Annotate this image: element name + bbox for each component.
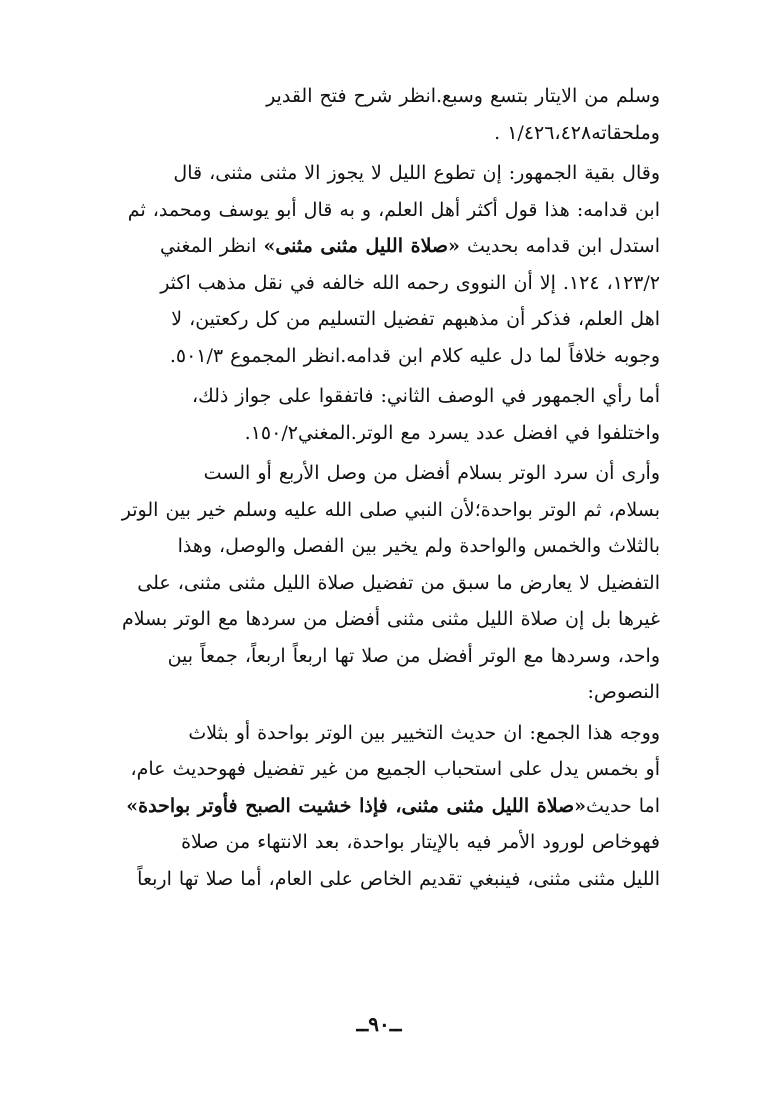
text-line: اهل العلم، فذكر أن مذهبهم تفضيل التسليم من كل ركعتين، لا <box>171 308 660 330</box>
text-line: غيرها بل إن صلاة الليل مثنى مثنى أفضل من سردها مع الوتر بسلام <box>121 608 660 630</box>
line-text-before: اما حديث <box>586 794 660 817</box>
text-line: ابن قدامه: هذا قول أكثر أهل العلم، و به قال أبو يوسف ومحمد، ثم <box>127 198 660 221</box>
hadith-quote: «صلاة الليل مثنى مثنى، فإذا خشيت الصبح فأوتر بواحدة» <box>126 794 587 817</box>
text-line: واختلفوا في افضل عدد يسرد مع الوتر.المغني١٥٠/٢. <box>244 421 660 444</box>
text-line: واحد، وسردها مع الوتر أفضل من صلا تها اربعاً اربعاً، جمعاً بين <box>167 644 660 667</box>
text-line: الليل مثنى مثنى، فينبغي تقديم الخاص على العام، أما صلا تها اربعاً <box>137 867 660 890</box>
line-text-after: انظر المغني <box>159 235 264 257</box>
text-line: أو بخمس يدل على استحباب الجميع من غير تفضيل فهوحديث عام، <box>130 758 660 780</box>
paragraph-start-line: أما رأي الجمهور في الوصف الثاني: فاتفقوا على جواز ذلك، <box>191 385 660 407</box>
text-line: فهوخاص لورود الأمر فيه بالإيتار بواحدة، بعد الانتهاء من صلاة <box>181 831 660 853</box>
text-line <box>112 228 660 265</box>
line-text-before: استدل ابن قدامه بحديث <box>459 235 660 257</box>
paragraph-start-line: ووجه هذا الجمع: ان حديث التخيير بين الوتر بواحدة أو بثلاث <box>188 721 660 744</box>
paragraph-start-line: وأرى أن سرد الوتر بسلام أفضل من وصل الأربع أو الست <box>203 462 660 484</box>
text-line: ١٢٣/٢، ١٢٤. إلا أن النووى رحمه الله خالفه في نقل مذهب اكثر <box>160 271 660 294</box>
text-line: التفضيل لا يعارض ما سبق من تفضيل صلاة الليل مثنى مثنى، على <box>137 571 660 594</box>
text-line: وسلم من الايتار بتسع وسبع.انظر شرح فتح القدير <box>266 85 660 107</box>
body-text <box>112 78 660 897</box>
page-number: ــ٩٠ــ <box>356 1012 402 1036</box>
text-line: بسلام، ثم الوتر بواحدة؛لأن النبي صلى الله عليه وسلم خير بين الوتر <box>121 498 660 521</box>
text-line: بالثلاث والخمس والواحدة ولم يخير بين الفصل والوصل، وهذا <box>177 535 660 557</box>
text-line: النصوص: <box>587 681 660 703</box>
text-line: وجوبه خلافاً لما دل عليه كلام ابن قدامه.انظر المجموع ٥٠١/٣. <box>169 344 660 367</box>
text-line <box>112 788 660 825</box>
hadith-quote: «صلاة الليل مثنى مثنى» <box>263 235 460 257</box>
text-line: وملحقاته١/٤٢٦،٤٢٨ . <box>494 121 660 144</box>
paragraph-start-line: وقال بقية الجمهور: إن تطوع الليل لا يجوز الا مثنى مثنى، قال <box>173 162 660 184</box>
